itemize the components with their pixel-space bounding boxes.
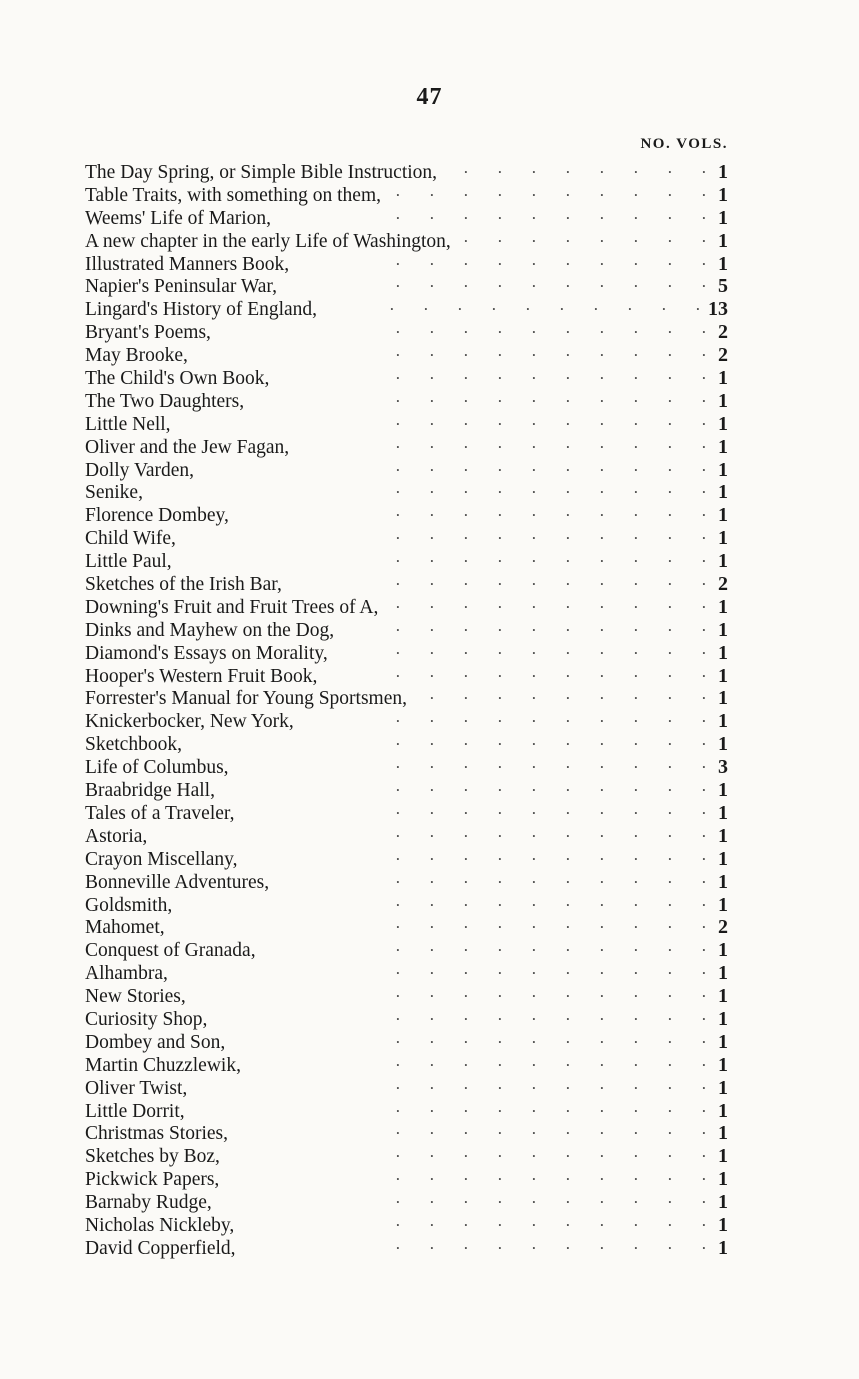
volume-count: 1: [718, 252, 728, 275]
dot-leader: [277, 364, 706, 384]
volume-count: 1: [718, 1213, 728, 1236]
list-item: [85, 272, 728, 298]
volume-count: 3: [718, 756, 728, 779]
book-title: Sketchbook,: [85, 734, 182, 756]
volume-count: 1: [718, 733, 728, 756]
list-item: [85, 639, 728, 662]
list-item: [85, 158, 728, 181]
volume-count: 1: [718, 504, 728, 527]
list-item: [85, 570, 728, 596]
book-title: Goldsmith,: [85, 894, 173, 916]
volume-count: 1: [718, 985, 728, 1008]
dot-leader: [242, 799, 706, 819]
book-title: Oliver and the Jew Fagan,: [85, 436, 290, 458]
book-title: Lingard's History of England,: [85, 299, 318, 321]
volume-count: 1: [718, 824, 728, 847]
list-item: [85, 318, 728, 344]
list-item: [85, 1051, 728, 1074]
dot-leader: [389, 181, 706, 201]
dot-leader: [244, 1234, 706, 1254]
page-number: 47: [416, 84, 443, 110]
list-item: [85, 410, 728, 433]
volume-count: 2: [718, 344, 728, 367]
list-item: [85, 1188, 728, 1214]
dot-leader: [336, 639, 706, 659]
list-item: [85, 1097, 728, 1120]
volume-count: 1: [718, 641, 728, 664]
dot-leader: [342, 616, 706, 636]
dot-leader: [190, 730, 706, 750]
book-title: Illustrated Manners Book,: [85, 253, 290, 275]
book-title: Forrester's Manual for Young Sportsmen,: [85, 688, 407, 710]
list-item: [85, 684, 728, 710]
list-item: [85, 1234, 728, 1257]
volume-count: 1: [718, 229, 728, 252]
dot-leader: [325, 295, 700, 315]
volume-count: 1: [718, 550, 728, 573]
book-title: Mahomet,: [85, 917, 165, 939]
dot-leader: [215, 1005, 706, 1025]
book-title: Child Wife,: [85, 528, 176, 550]
volume-count: 1: [718, 962, 728, 985]
book-title: Sketches of the Irish Bar,: [85, 574, 282, 596]
dot-leader: [228, 1142, 706, 1162]
book-title: Bryant's Poems,: [85, 322, 211, 344]
volume-count: 1: [718, 870, 728, 893]
book-title: The Child's Own Book,: [85, 368, 270, 390]
list-item: [85, 547, 728, 573]
volume-count: 1: [718, 435, 728, 458]
list-item: [85, 456, 728, 479]
list-item: [85, 1005, 728, 1028]
book-title: Florence Dombey,: [85, 505, 229, 527]
volume-count: 1: [718, 847, 728, 870]
list-item: [85, 478, 728, 504]
volume-count: 1: [718, 367, 728, 390]
book-title: Alhambra,: [85, 963, 168, 985]
volume-count: 1: [718, 618, 728, 641]
dot-leader: [180, 891, 706, 911]
book-title: May Brooke,: [85, 345, 188, 367]
dot-leader: [277, 868, 706, 888]
dot-leader: [193, 1097, 706, 1117]
volume-count: 1: [718, 1236, 728, 1259]
book-title: Weems' Life of Marion,: [85, 207, 272, 229]
list-item: [85, 891, 728, 914]
volume-count: 1: [718, 664, 728, 687]
list-item: [85, 524, 728, 550]
book-title: Little Nell,: [85, 413, 171, 435]
list-item: [85, 1119, 728, 1145]
list-item: [85, 982, 728, 1008]
volume-count: 1: [718, 779, 728, 802]
list-item: [85, 387, 728, 410]
dot-leader: [252, 387, 706, 407]
dot-leader: [285, 272, 706, 292]
list-item: [85, 1165, 728, 1191]
dot-leader: [155, 822, 706, 842]
book-title: Bonneville Adventures,: [85, 871, 270, 893]
volume-count: 1: [718, 1030, 728, 1053]
dot-leader: [264, 936, 706, 956]
book-title: Nicholas Nickleby,: [85, 1214, 235, 1236]
book-title: New Stories,: [85, 986, 186, 1008]
column-header: NO. VOLS.: [640, 136, 728, 152]
list-item: [85, 799, 728, 822]
volume-count: 1: [718, 1076, 728, 1099]
dot-leader: [386, 593, 706, 613]
book-title: Oliver Twist,: [85, 1077, 188, 1099]
dot-leader: [173, 913, 706, 933]
dot-leader: [179, 410, 706, 430]
list-item: [85, 1074, 728, 1097]
dot-leader: [220, 1188, 706, 1208]
book-title: Knickerbocker, New York,: [85, 711, 294, 733]
list-item: [85, 204, 728, 227]
book-title: David Copperfield,: [85, 1237, 236, 1259]
dot-leader: [325, 662, 706, 682]
book-title: Crayon Miscellany,: [85, 848, 238, 870]
book-title: Astoria,: [85, 825, 148, 847]
book-title: Little Paul,: [85, 551, 172, 573]
volume-count: 2: [718, 573, 728, 596]
book-title: Martin Chuzzlewik,: [85, 1054, 241, 1076]
volume-count: 1: [718, 458, 728, 481]
list-item: [85, 959, 728, 985]
volume-count: 1: [718, 801, 728, 824]
dot-leader: [297, 250, 706, 270]
volume-count: 1: [718, 161, 728, 183]
volume-count: 1: [718, 527, 728, 550]
dot-leader: [237, 753, 706, 773]
volume-count: 1: [718, 206, 728, 229]
dot-leader: [290, 570, 706, 590]
book-title: Senike,: [85, 482, 143, 504]
book-title: Pickwick Papers,: [85, 1169, 220, 1191]
book-title: Conquest of Granada,: [85, 940, 256, 962]
book-title: Dinks and Mayhew on the Dog,: [85, 619, 335, 641]
list-item: [85, 433, 728, 456]
dot-leader: [194, 982, 706, 1002]
dot-leader: [237, 501, 706, 521]
dot-leader: [180, 547, 706, 567]
list-item: [85, 845, 728, 868]
volume-count: 2: [718, 321, 728, 344]
dot-leader: [227, 1165, 706, 1185]
list-item: [85, 181, 728, 204]
dot-leader: [246, 845, 706, 865]
book-title: Table Traits, with something on them,: [85, 184, 382, 206]
volume-count: 2: [718, 916, 728, 939]
volume-count: 1: [718, 710, 728, 733]
dot-leader: [459, 227, 706, 247]
volume-count: 1: [718, 893, 728, 916]
book-title: Curiosity Shop,: [85, 1008, 208, 1030]
book-title: The Two Daughters,: [85, 390, 245, 412]
list-item: [85, 1028, 728, 1051]
volume-count: 13: [708, 298, 728, 321]
volume-count: 1: [718, 939, 728, 962]
volume-count: 1: [718, 1168, 728, 1191]
dot-leader: [415, 684, 706, 704]
volume-count: 1: [718, 1007, 728, 1030]
list-item: [85, 730, 728, 756]
list-item: [85, 707, 728, 733]
volume-count: 1: [718, 1053, 728, 1076]
volume-count: 1: [718, 595, 728, 618]
list-item: [85, 753, 728, 779]
dot-leader: [223, 776, 706, 796]
list-item: [85, 776, 728, 802]
dot-leader: [196, 341, 706, 361]
dot-leader: [176, 959, 706, 979]
book-title: Christmas Stories,: [85, 1123, 229, 1145]
list-item: [85, 868, 728, 891]
book-title: A new chapter in the early Life of Washington,: [85, 230, 451, 252]
dot-leader: [184, 524, 706, 544]
volume-count: 1: [718, 1099, 728, 1122]
list-item: [85, 1211, 728, 1234]
dot-leader: [195, 1074, 706, 1094]
book-title: Braabridge Hall,: [85, 780, 215, 802]
list-item: [85, 295, 728, 321]
list-item: [85, 822, 728, 845]
list-item: [85, 593, 728, 616]
volume-count: 1: [718, 1145, 728, 1168]
volume-count: 1: [718, 1122, 728, 1145]
book-title: Hooper's Western Fruit Book,: [85, 665, 318, 687]
book-title: Napier's Peninsular War,: [85, 276, 277, 298]
book-title: Sketches by Boz,: [85, 1146, 220, 1168]
list-item: [85, 1142, 728, 1168]
volume-count: 1: [718, 389, 728, 412]
dot-leader: [151, 478, 706, 498]
dot-leader: [279, 204, 706, 224]
book-title: Downing's Fruit and Fruit Trees of A,: [85, 596, 379, 618]
book-title: Life of Columbus,: [85, 757, 229, 779]
dot-leader: [242, 1211, 706, 1231]
volume-count: 1: [718, 183, 728, 206]
list-item: [85, 227, 728, 250]
list-item: [85, 364, 728, 390]
list-item: [85, 341, 728, 367]
list-item: [85, 913, 728, 939]
dot-leader: [302, 707, 706, 727]
dot-leader: [233, 1028, 706, 1048]
volume-count: 1: [718, 481, 728, 504]
dot-leader: [219, 318, 706, 338]
book-title: Barnaby Rudge,: [85, 1192, 212, 1214]
volume-count: 1: [718, 1191, 728, 1214]
volume-count: 5: [718, 275, 728, 298]
book-title: The Day Spring, or Simple Bible Instruction,: [85, 162, 438, 183]
volume-count: 1: [718, 412, 728, 435]
book-list: [85, 158, 728, 1257]
dot-leader: [445, 158, 706, 178]
book-title: Little Dorrit,: [85, 1100, 185, 1122]
list-item: [85, 250, 728, 273]
list-item: [85, 936, 728, 962]
book-title: Dombey and Son,: [85, 1031, 226, 1053]
dot-leader: [236, 1119, 706, 1139]
list-item: [85, 616, 728, 639]
book-title: Dolly Varden,: [85, 459, 195, 481]
volume-count: 1: [718, 687, 728, 710]
book-title: Diamond's Essays on Morality,: [85, 642, 328, 664]
dot-leader: [297, 433, 706, 453]
dot-leader: [202, 456, 706, 476]
dot-leader: [249, 1051, 706, 1071]
list-item: [85, 662, 728, 685]
list-item: [85, 501, 728, 527]
book-title: Tales of a Traveler,: [85, 802, 235, 824]
